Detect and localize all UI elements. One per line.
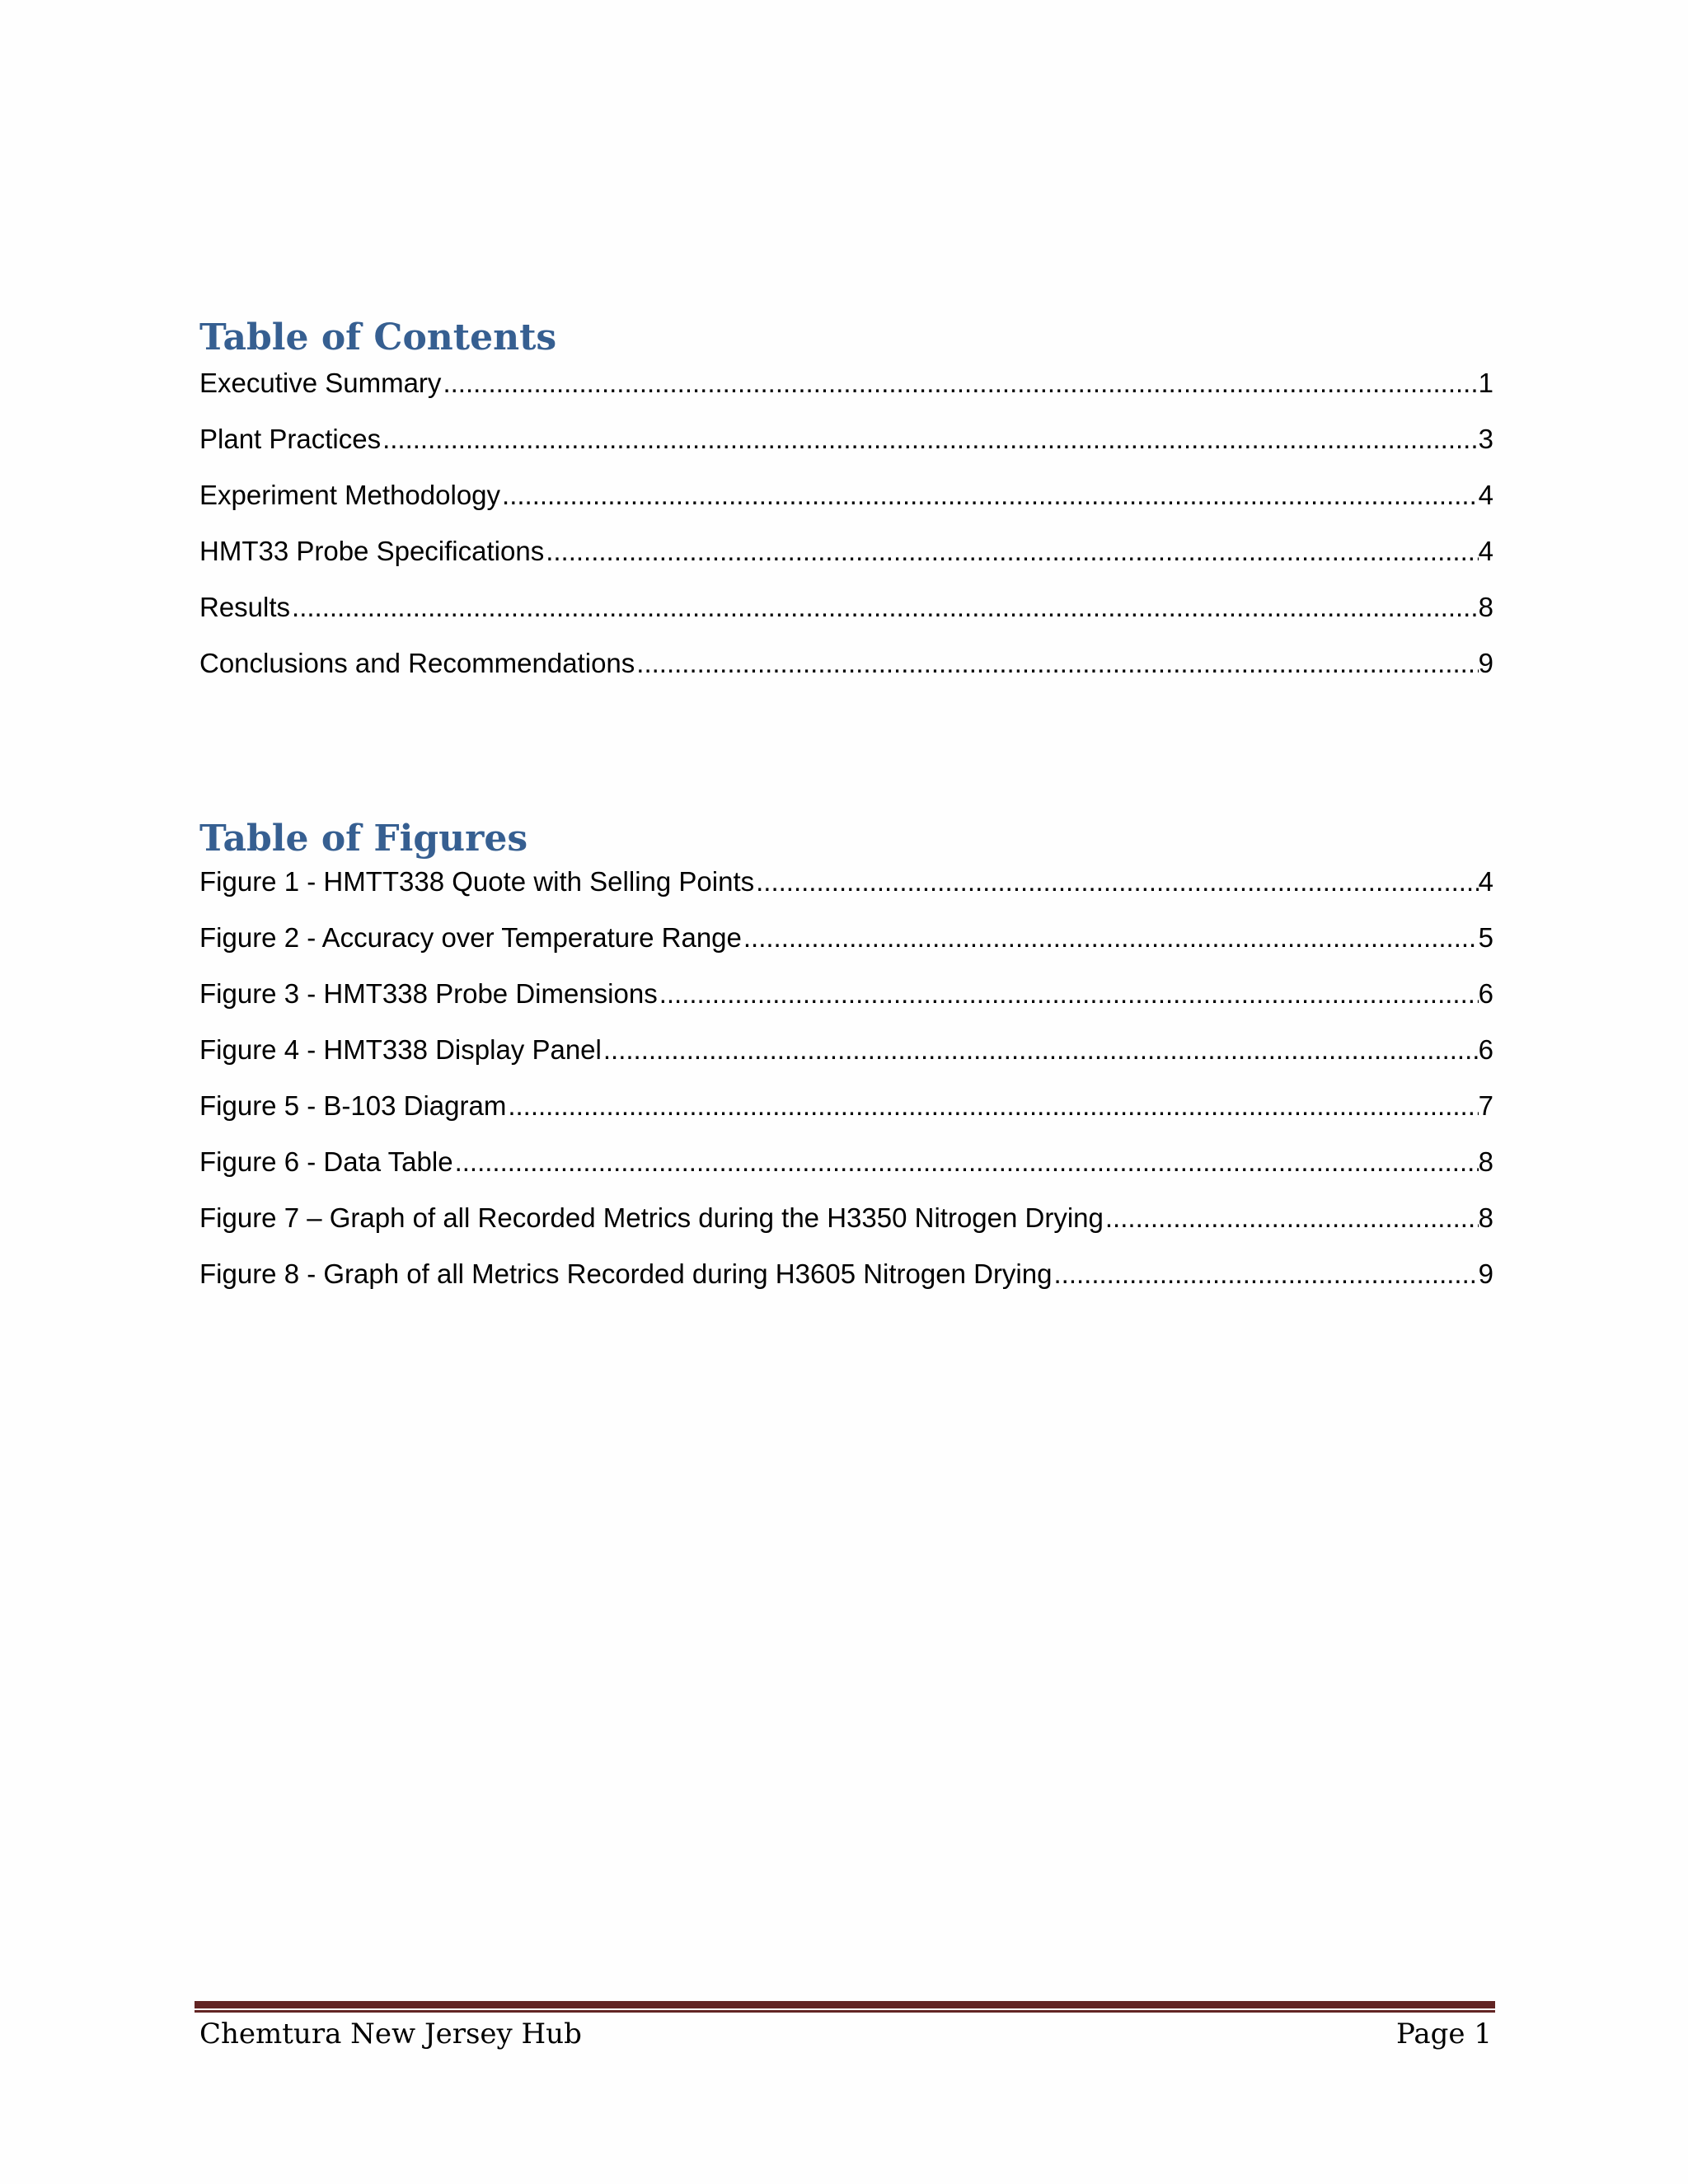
tof-entry-page: 4 [1478,866,1493,897]
tof-entry-page: 8 [1478,1146,1493,1177]
toc-entry-title: Executive Summary [199,368,442,398]
toc-entry-executive-summary[interactable] [199,363,1493,419]
tof-entry-title: Figure 4 - HMT338 Display Panel [199,1034,602,1065]
toc-entry-title: Conclusions and Recommendations [199,648,635,678]
dot-leader [754,861,1479,902]
toc-entry-page: 1 [1478,368,1493,398]
dot-leader [290,587,1479,628]
dot-leader [500,475,1479,516]
tof-entry-page: 6 [1478,1034,1493,1065]
dot-leader [1104,1197,1479,1239]
dot-leader [658,973,1479,1015]
tof-entry-page: 6 [1478,978,1493,1009]
tof-entry-page: 9 [1478,1258,1493,1289]
tof-entry-figure-5[interactable] [199,1085,1493,1141]
tof-entry-figure-6[interactable] [199,1141,1493,1197]
tof-entry-figure-4[interactable] [199,1029,1493,1085]
dot-leader [506,1085,1478,1127]
tof-entry-page: 8 [1478,1202,1493,1233]
toc-entry-results[interactable] [199,587,1493,643]
tof-entry-title: Figure 6 - Data Table [199,1146,453,1177]
tof-entry-page: 5 [1478,922,1493,953]
toc-heading: Table of Contents [199,316,557,359]
toc-entry-title: Results [199,592,291,622]
toc-list [199,363,1493,699]
dot-leader [381,419,1479,460]
dot-leader [602,1029,1479,1071]
toc-entry-conclusions[interactable] [199,643,1493,699]
dot-leader [441,363,1478,404]
toc-entry-page: 3 [1478,424,1493,454]
tof-entry-title: Figure 2 - Accuracy over Temperature Range [199,922,742,953]
toc-entry-experiment-methodology[interactable] [199,475,1493,531]
footer-rule-thick [195,2001,1495,2008]
dot-leader [742,917,1479,958]
toc-entry-page: 9 [1478,648,1493,678]
footer-page-number: Page 1 [1396,2018,1492,2050]
tof-entry-title: Figure 7 – Graph of all Recorded Metrics during the H3350 Nitrogen Drying [199,1202,1104,1233]
tof-entry-figure-1[interactable] [199,861,1493,917]
footer-company: Chemtura New Jersey Hub [199,2018,582,2050]
toc-entry-title: Plant Practices [199,424,382,454]
toc-entry-page: 8 [1478,592,1493,622]
tof-entry-figure-8[interactable] [199,1254,1493,1310]
tof-heading: Table of Figures [199,818,528,860]
tof-entry-figure-3[interactable] [199,973,1493,1029]
tof-entry-figure-2[interactable] [199,917,1493,973]
dot-leader [1052,1254,1478,1295]
tof-entry-title: Figure 1 - HMTT338 Quote with Selling Points [199,866,755,897]
tof-entry-title: Figure 8 - Graph of all Metrics Recorded during H3605 Nitrogen Drying [199,1258,1053,1289]
dot-leader [635,643,1478,684]
toc-entry-title: HMT33 Probe Specifications [199,536,545,566]
toc-entry-page: 4 [1478,480,1493,510]
tof-entry-title: Figure 3 - HMT338 Probe Dimensions [199,978,658,1009]
toc-entry-title: Experiment Methodology [199,480,501,510]
tof-entry-page: 7 [1478,1090,1493,1121]
toc-entry-plant-practices[interactable] [199,419,1493,475]
toc-entry-probe-specifications[interactable] [199,531,1493,587]
tof-list [199,861,1493,1310]
dot-leader [453,1141,1479,1183]
tof-entry-figure-7[interactable] [199,1197,1493,1254]
dot-leader [544,531,1478,572]
toc-entry-page: 4 [1478,536,1493,566]
tof-entry-title: Figure 5 - B-103 Diagram [199,1090,507,1121]
